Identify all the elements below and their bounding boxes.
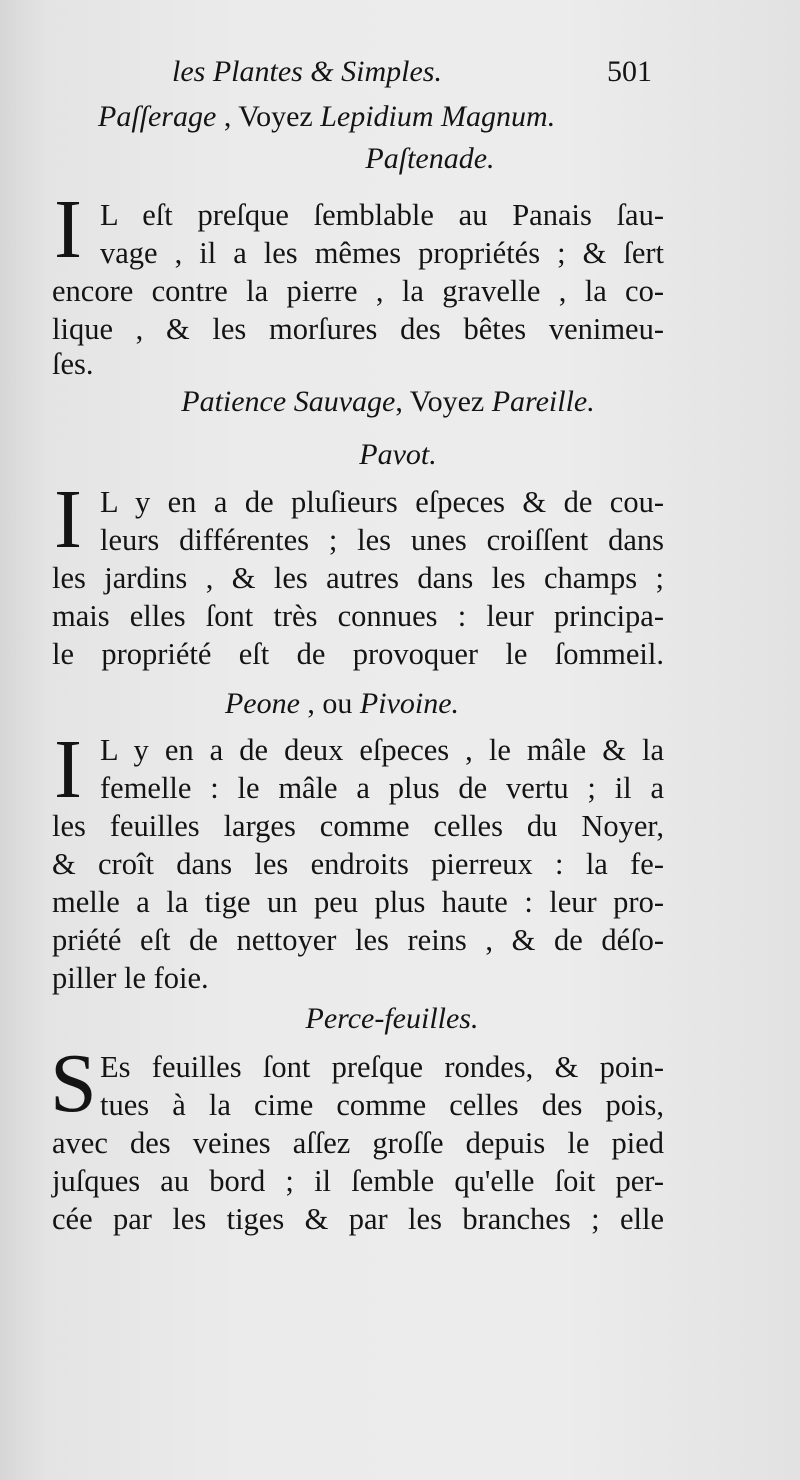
- entry-patience-ref: Pareille.: [491, 385, 595, 418]
- running-title: les Plantes & Simples.: [172, 55, 442, 88]
- drop-cap: S: [50, 1037, 97, 1130]
- text-line: L y en a de pluſieurs eſpeces & de cou-: [100, 485, 664, 519]
- entry-perce-feuilles-title: Perce-feuilles.: [305, 1002, 479, 1035]
- drop-cap: I: [54, 183, 82, 276]
- entry-patience-see: , Voyez: [395, 385, 492, 418]
- text-line: juſques au bord ; il ſemble qu'elle ſoit per-: [52, 1164, 664, 1198]
- text-line: femelle : le mâle a plus de vertu ; il a: [100, 771, 664, 805]
- entry-peone-title: [0, 687, 742, 721]
- text-line: Es feuilles ſont preſque rondes, & poin-: [100, 1050, 664, 1084]
- text-line: ſes.: [52, 347, 94, 381]
- entry-passerage-ref: Lepidium Magnum.: [320, 100, 556, 133]
- entry-patience: [0, 385, 788, 419]
- text-line: melle a la tige un peu plus haute : leur pro-: [52, 885, 664, 919]
- entry-passerage-name: Paſſerage: [98, 100, 217, 133]
- text-line: cée par les tiges & par les branches ; elle: [52, 1202, 664, 1236]
- text-line: les jardins , & les autres dans les champs ;: [52, 561, 664, 595]
- text-line: encore contre la pierre , la gravelle , la co-: [52, 274, 664, 308]
- text-line: vage , il a les mêmes propriétés ; & ſert: [100, 236, 664, 270]
- text-line: L eſt preſque ſemblable au Panais ſau-: [100, 198, 664, 232]
- text-line: le propriété eſt de provoquer le ſommeil.: [52, 637, 664, 671]
- text-line: mais elles ſont très connues : leur principa-: [52, 599, 664, 633]
- text-line: lique , & les morſures des bêtes venimeu-: [52, 312, 664, 346]
- drop-cap: I: [54, 723, 82, 816]
- entry-peone-or: , ou: [299, 687, 360, 720]
- entry-peone-name: Peone: [224, 687, 300, 720]
- text-line: L y en a de deux eſpeces , le mâle & la: [100, 733, 664, 767]
- entry-passerage: [98, 100, 698, 134]
- text-line: leurs différentes ; les unes croiſſent dans: [100, 523, 664, 557]
- text-line: les feuilles larges comme celles du Noyer,: [52, 809, 664, 843]
- entry-peone-alt: Pivoine.: [359, 687, 460, 720]
- entry-patience-name: Patience Sauvage: [181, 385, 396, 418]
- page-number: 501: [607, 55, 652, 88]
- text-line: piller le foie.: [52, 961, 209, 995]
- entry-pavot-title: Pavot.: [359, 438, 437, 471]
- page-header: [0, 55, 800, 95]
- drop-cap: I: [54, 473, 82, 566]
- entry-passerage-see: , Voyez: [216, 100, 321, 133]
- text-line: tues à la cime comme celles des pois,: [100, 1088, 664, 1122]
- text-line: & croît dans les endroits pierreux : la fe-: [52, 847, 664, 881]
- text-line: priété eſt de nettoyer les reins , & de déſo-: [52, 923, 664, 957]
- text-line: avec des veines aſſez groſſe depuis le pied: [52, 1126, 664, 1160]
- entry-pastenade-title: Paſtenade.: [365, 142, 495, 175]
